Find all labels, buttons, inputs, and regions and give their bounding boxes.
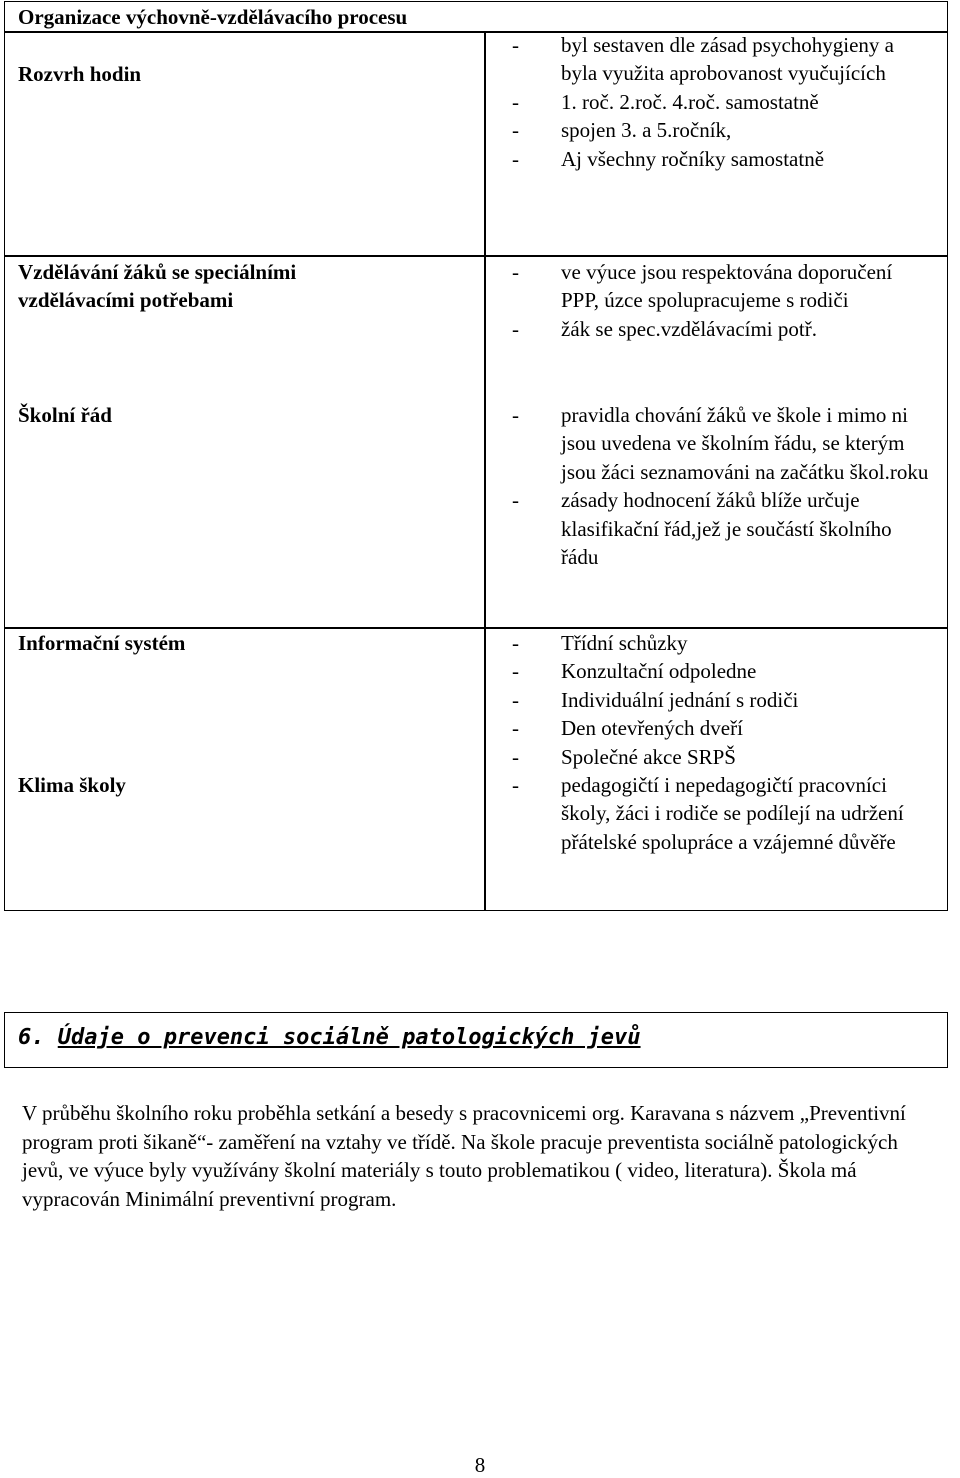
row-items-klima-skoly: [512, 771, 932, 856]
list-item: - žák se spec.vzdělávacími potř.: [512, 315, 932, 343]
section-title: Údaje o prevenci sociálně patologických jevů: [57, 1025, 641, 1050]
table-divider: [4, 255, 948, 257]
list-item: - Společné akce SRPŠ: [512, 743, 932, 771]
table-title: Organizace výchovně-vzdělávacího procesu: [18, 5, 408, 29]
row-label-rozvrh: Rozvrh hodin: [18, 62, 142, 86]
column-divider: [484, 31, 486, 911]
section-heading: [18, 1025, 641, 1050]
row-label-klima-skoly: Klima školy: [18, 773, 126, 797]
list-item: - pedagogičtí i nepedagogičtí pracovníci školy, žáci i rodiče se podílejí na udržení přátelské spolupráce a vzájemné důvěře: [512, 771, 932, 856]
list-item: - Individuální jednání s rodiči: [512, 686, 932, 714]
list-item: - ve výuce jsou respektována doporučení PPP, úzce spolupracujeme s rodiči: [512, 258, 932, 315]
section-paragraph: V průběhu školního roku proběhla setkání a besedy s pracovnicemi org. Karavana s názvem „Preventivní program proti šikaně“- zaměření na vztahy ve třídě. Na škole pracuje preventista sociálně patologických jevů, ve výuce byly využívány školní materiály s touto problematikou ( video, literatura). Škola má vypracován Minimální preventivní program.: [22, 1101, 906, 1211]
list-item: - Den otevřených dveří: [512, 714, 932, 742]
list-item: - zásady hodnocení žáků blíže určuje klasifikační řád,jež je součástí školního řádu: [512, 486, 932, 571]
list-item: - Aj všechny ročníky samostatně: [512, 145, 932, 173]
row-label-vzdelavani: Vzdělávání žáků se speciálními vzdělávacími potřebami: [18, 260, 297, 312]
row-items-vzdelavani: [512, 258, 932, 343]
row-items-skolni-rad: [512, 401, 932, 571]
row-label-skolni-rad: Školní řád: [18, 403, 112, 427]
section-number: 6.: [18, 1025, 45, 1050]
list-item: - byl sestaven dle zásad psychohygieny a byla využita aprobovanost vyučujících: [512, 31, 932, 88]
list-item: - 1. roč. 2.roč. 4.roč. samostatně: [512, 88, 932, 116]
list-item: - pravidla chování žáků ve škole i mimo ni jsou uvedena ve školním řádu, se kterým jsou žáci seznamováni na začátku škol.roku: [512, 401, 932, 486]
row-items-rozvrh: [512, 31, 932, 173]
list-item: - Konzultační odpoledne: [512, 657, 932, 685]
list-item: - spojen 3. a 5.ročník,: [512, 116, 932, 144]
row-items-informacni-system: [512, 629, 932, 771]
page-number: 8: [474, 1453, 486, 1477]
row-label-informacni-system: Informační systém: [18, 631, 186, 655]
list-item: - Třídní schůzky: [512, 629, 932, 657]
